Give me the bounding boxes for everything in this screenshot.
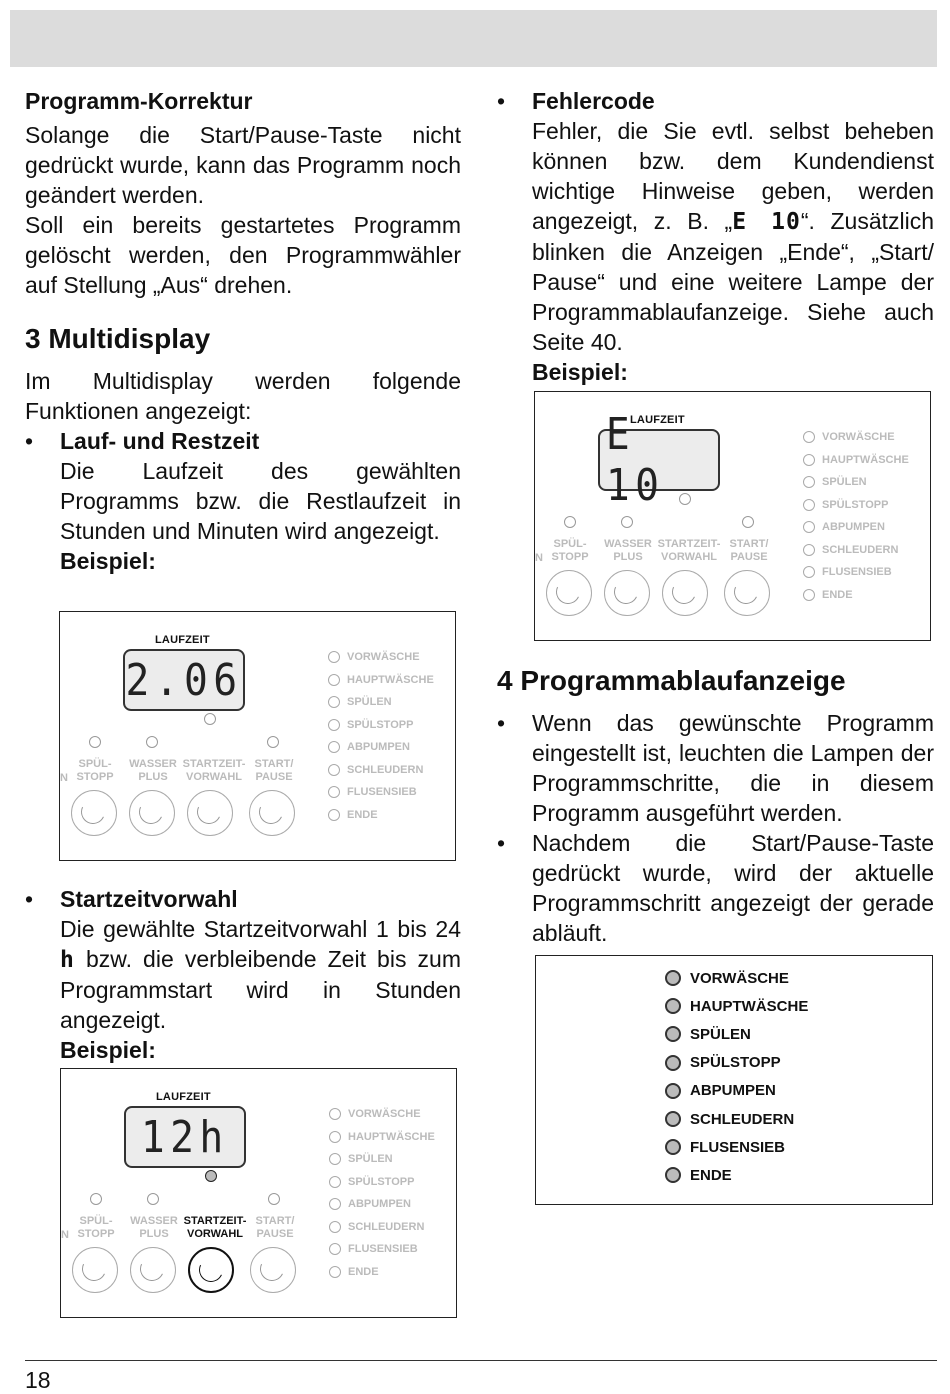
correction-paragraph-1: Solange die Start/Pause-Taste nicht gedrückt wurde, kann das Programm noch geändert werden. xyxy=(25,122,461,208)
led-startpause xyxy=(268,1193,280,1205)
step-schleudern xyxy=(329,1216,435,1239)
btn-label-spuelstopp xyxy=(545,538,595,564)
btn-label-spuelstopp xyxy=(71,1215,121,1241)
step-label: SPÜLSTOPP xyxy=(822,498,889,511)
step-led xyxy=(803,431,815,443)
btn-label-line: STARTZEIT- xyxy=(183,1215,247,1227)
bullet-dot: • xyxy=(25,428,34,454)
step-label: FLUSENSIEB xyxy=(822,566,892,579)
step-led xyxy=(665,1026,681,1042)
bullet-startzeit-title: Startzeitvorwahl xyxy=(60,886,238,912)
step-led xyxy=(329,1221,341,1233)
example-label: Beispiel: xyxy=(60,548,156,574)
step-label: SCHLEUDERN xyxy=(822,543,899,556)
led-wasserplus xyxy=(621,516,633,528)
btn-label-wasserplus xyxy=(601,538,655,564)
btn-label-line: START/ xyxy=(729,538,769,550)
btn-label-startpause xyxy=(248,758,300,784)
step-label: SPÜLEN xyxy=(348,1153,393,1166)
text-segment: bzw. die verbleibende Zeit bis zum Programmstart wird in Stunden angezeigt. xyxy=(60,946,461,1033)
bullet-startzeit-text xyxy=(60,914,461,1035)
step-label: VORWÄSCHE xyxy=(690,969,789,987)
footer-rule xyxy=(25,1360,937,1361)
knob-startzeit[interactable] xyxy=(188,1247,234,1293)
step-abpumpen xyxy=(803,516,909,539)
display-led xyxy=(204,713,216,725)
step-led xyxy=(803,521,815,533)
step-flusensieb xyxy=(329,1238,435,1261)
bullet-aktueller-schritt-text: Nachdem die Start/Pause-Taste gedrückt wurde, wird der aktuelle Programmschritt angezeigt der gerade abläuft. xyxy=(532,830,934,946)
display-panel-laufzeit xyxy=(59,611,456,861)
step-led xyxy=(328,696,340,708)
bullet-fehlercode xyxy=(497,86,934,387)
correction-title: Programm-Korrektur xyxy=(25,88,253,114)
step-led xyxy=(665,1083,681,1099)
led-spuelstopp xyxy=(90,1193,102,1205)
page-number: 18 xyxy=(25,1367,51,1393)
example-label: Beispiel: xyxy=(532,359,628,385)
step-abpumpen xyxy=(665,1077,808,1105)
step-abpumpen xyxy=(328,736,434,759)
bullet-lampen xyxy=(497,708,934,828)
bullet-fehlercode-title: Fehlercode xyxy=(532,88,655,114)
step-spuelen xyxy=(665,1020,808,1048)
section-3-title: 3 Multidisplay xyxy=(25,323,211,354)
hour-symbol: h xyxy=(60,947,75,973)
knob-startzeit[interactable] xyxy=(187,790,233,836)
btn-label-line: STOPP xyxy=(551,551,589,563)
btn-label-line: SPÜL- xyxy=(78,758,112,770)
step-label: SCHLEUDERN xyxy=(690,1110,795,1128)
lcd-value: E 10 xyxy=(605,409,665,511)
step-led xyxy=(329,1243,341,1255)
btn-label-line: SPÜL- xyxy=(79,1215,113,1227)
step-ende xyxy=(665,1161,808,1189)
step-label: ABPUMPEN xyxy=(690,1082,776,1100)
btn-label-startzeit xyxy=(180,758,248,784)
step-led xyxy=(665,1055,681,1071)
step-led xyxy=(328,741,340,753)
step-schleudern xyxy=(803,539,909,562)
btn-label-line: PAUSE xyxy=(730,551,768,563)
step-label: FLUSENSIEB xyxy=(690,1138,786,1156)
btn-label-line: PAUSE xyxy=(256,1228,294,1240)
step-led xyxy=(328,651,340,663)
step-spuelstopp xyxy=(665,1049,808,1077)
step-led xyxy=(803,544,815,556)
step-led xyxy=(328,809,340,821)
step-hauptwaesche xyxy=(803,449,909,472)
btn-label-line: WASSER xyxy=(130,1215,178,1227)
step-flusensieb xyxy=(665,1133,808,1161)
header-bar xyxy=(10,10,937,67)
step-led xyxy=(328,764,340,776)
btn-label-line: SPÜL- xyxy=(553,538,587,550)
section-4-title: 4 Programmablaufanzeige xyxy=(497,665,846,696)
btn-label-line: PLUS xyxy=(139,1228,169,1240)
step-led xyxy=(328,674,340,686)
step-ende xyxy=(803,584,909,607)
btn-label-wasserplus xyxy=(126,758,180,784)
error-code: E 10 xyxy=(732,209,801,235)
step-led xyxy=(329,1153,341,1165)
step-label: ENDE xyxy=(690,1166,732,1184)
btn-label-cut: N xyxy=(61,1229,69,1241)
knob-startpause[interactable] xyxy=(724,570,770,616)
knob-wasserplus[interactable] xyxy=(130,1247,176,1293)
step-led xyxy=(329,1131,341,1143)
laufzeit-label: LAUFZEIT xyxy=(630,414,685,426)
step-vorwaesche xyxy=(803,426,909,449)
step-led xyxy=(665,1111,681,1127)
lcd-display xyxy=(123,649,245,711)
knob-spuelstopp[interactable] xyxy=(72,1247,118,1293)
step-led xyxy=(665,1167,681,1183)
step-label: ENDE xyxy=(348,1265,379,1278)
bullet-dot: • xyxy=(497,830,506,856)
section-4 xyxy=(497,646,934,948)
btn-label-line: PLUS xyxy=(138,771,168,783)
step-hauptwaesche xyxy=(329,1126,435,1149)
lcd-display xyxy=(124,1106,246,1168)
step-schleudern xyxy=(328,759,434,782)
btn-label-startpause xyxy=(249,1215,301,1241)
bullet-lampen-text: Wenn das gewünschte Programm eingestellt ist, leuchten die Lampen der Programmschritte, die in diesem Programm ausgeführt werden. xyxy=(532,710,934,826)
btn-label-line: VORWAHL xyxy=(186,1228,244,1240)
step-label: SPÜLEN xyxy=(347,696,392,709)
step-flusensieb xyxy=(328,781,434,804)
step-label: ABPUMPEN xyxy=(348,1198,411,1211)
btn-label-spuelstopp xyxy=(70,758,120,784)
step-spuelen xyxy=(803,471,909,494)
step-label: ENDE xyxy=(347,808,378,821)
btn-label-line: STOPP xyxy=(77,1228,115,1240)
btn-label-line: START/ xyxy=(255,1215,295,1227)
program-progress-panel xyxy=(535,955,933,1205)
step-hauptwaesche xyxy=(328,669,434,692)
bullet-laufzeit-text: Die Laufzeit des gewählten Programms bzw. die Restlaufzeit in Stunden und Minuten wird angezeigt. xyxy=(60,458,461,544)
btn-label-line: WASSER xyxy=(604,538,652,550)
step-label: FLUSENSIEB xyxy=(348,1243,418,1256)
step-label: SPÜLSTOPP xyxy=(348,1175,415,1188)
led-spuelstopp xyxy=(89,736,101,748)
btn-label-startpause xyxy=(723,538,775,564)
step-list xyxy=(803,426,909,606)
step-spuelstopp xyxy=(329,1171,435,1194)
laufzeit-label: LAUFZEIT xyxy=(156,1091,211,1103)
step-label: ABPUMPEN xyxy=(347,741,410,754)
step-led xyxy=(803,589,815,601)
btn-label-wasserplus xyxy=(127,1215,181,1241)
btn-label-line: PAUSE xyxy=(255,771,293,783)
step-label: HAUPTWÄSCHE xyxy=(690,997,809,1015)
bullet-fehlercode-text xyxy=(532,116,934,357)
step-label: SPÜLSTOPP xyxy=(690,1054,781,1072)
btn-label-line: STOPP xyxy=(76,771,114,783)
step-label: SCHLEUDERN xyxy=(347,763,424,776)
step-vorwaesche xyxy=(328,646,434,669)
bullet-dot: • xyxy=(497,88,506,114)
step-led xyxy=(665,998,681,1014)
btn-label-line: WASSER xyxy=(129,758,177,770)
display-led xyxy=(679,493,691,505)
step-label: ABPUMPEN xyxy=(822,521,885,534)
knob-startzeit[interactable] xyxy=(662,570,708,616)
step-spuelstopp xyxy=(328,714,434,737)
step-led xyxy=(329,1266,341,1278)
step-flusensieb xyxy=(803,561,909,584)
led-startpause xyxy=(742,516,754,528)
step-label: VORWÄSCHE xyxy=(822,431,895,444)
step-label: VORWÄSCHE xyxy=(347,651,420,664)
knob-wasserplus[interactable] xyxy=(129,790,175,836)
display-panel-startzeit xyxy=(60,1068,457,1318)
step-led xyxy=(328,719,340,731)
btn-label-cut: N xyxy=(60,772,68,784)
left-column xyxy=(25,86,461,576)
step-hauptwaesche xyxy=(665,992,808,1020)
led-startpause xyxy=(267,736,279,748)
example-label: Beispiel: xyxy=(60,1037,156,1063)
btn-label-startzeit xyxy=(655,538,723,564)
step-led xyxy=(329,1176,341,1188)
knob-spuelstopp[interactable] xyxy=(546,570,592,616)
step-led xyxy=(803,566,815,578)
knob-spuelstopp[interactable] xyxy=(71,790,117,836)
bullet-laufzeit-title: Lauf- und Restzeit xyxy=(60,428,260,454)
display-panel-fehlercode xyxy=(534,391,931,641)
bullet-dot: • xyxy=(497,710,506,736)
right-column xyxy=(497,86,934,387)
step-list-large xyxy=(665,964,808,1190)
lcd-value: 12h xyxy=(141,1111,229,1163)
step-list xyxy=(328,646,434,826)
btn-label-line: PLUS xyxy=(613,551,643,563)
step-label: HAUPTWÄSCHE xyxy=(347,673,434,686)
step-list xyxy=(329,1103,435,1283)
led-wasserplus xyxy=(146,736,158,748)
btn-label-startzeit xyxy=(181,1215,249,1241)
step-schleudern xyxy=(665,1105,808,1133)
bullet-dot: • xyxy=(25,886,34,912)
btn-label-line: START/ xyxy=(254,758,294,770)
step-label: SPÜLEN xyxy=(822,476,867,489)
text-segment: Fehler, die Sie evtl. selbst beheben können bzw. dem Kundendienst wichtige Hinweise geben, werden angezeigt, z. B. „ xyxy=(532,118,934,234)
section-3-intro: Im Multidisplay werden folgende Funktionen angezeigt: xyxy=(25,368,461,424)
step-led xyxy=(803,476,815,488)
step-led xyxy=(665,1139,681,1155)
step-spuelstopp xyxy=(803,494,909,517)
display-led xyxy=(205,1170,217,1182)
btn-label-line: VORWAHL xyxy=(660,551,718,563)
knob-startpause[interactable] xyxy=(250,1247,296,1293)
step-label: HAUPTWÄSCHE xyxy=(822,453,909,466)
bullet-startzeitvorwahl xyxy=(25,884,461,1065)
step-vorwaesche xyxy=(665,964,808,992)
knob-wasserplus[interactable] xyxy=(604,570,650,616)
text-segment: Die gewählte Startzeitvorwahl 1 bis 24 xyxy=(60,916,461,942)
correction-paragraph-2: Soll ein bereits gestartetes Programm gelöscht werden, den Programmwähler auf Stellung „Aus“ drehen. xyxy=(25,212,461,298)
step-spuelen xyxy=(329,1148,435,1171)
step-label: SPÜLEN xyxy=(690,1025,751,1043)
step-label: HAUPTWÄSCHE xyxy=(348,1130,435,1143)
step-label: SCHLEUDERN xyxy=(348,1220,425,1233)
step-ende xyxy=(329,1261,435,1284)
btn-label-cut: N xyxy=(535,552,543,564)
led-spuelstopp xyxy=(564,516,576,528)
step-led xyxy=(665,970,681,986)
btn-label-line: VORWAHL xyxy=(185,771,243,783)
step-label: ENDE xyxy=(822,588,853,601)
step-abpumpen xyxy=(329,1193,435,1216)
laufzeit-label: LAUFZEIT xyxy=(155,634,210,646)
led-wasserplus xyxy=(147,1193,159,1205)
knob-startpause[interactable] xyxy=(249,790,295,836)
step-ende xyxy=(328,804,434,827)
lcd-value: 2.06 xyxy=(125,654,243,706)
text-segment: “. Zusätzlich blinken die Anzeigen „Ende“, „Start/ Pause“ und eine weitere Lampe der Programmablaufanzeige. Siehe auch Seite 40. xyxy=(532,208,935,355)
step-label: SPÜLSTOPP xyxy=(347,718,414,731)
bullet-aktueller-schritt xyxy=(497,828,934,948)
step-label: FLUSENSIEB xyxy=(347,786,417,799)
step-spuelen xyxy=(328,691,434,714)
step-led xyxy=(328,786,340,798)
btn-label-line: STARTZEIT- xyxy=(182,758,246,770)
step-led xyxy=(329,1108,341,1120)
step-label: VORWÄSCHE xyxy=(348,1108,421,1121)
btn-label-line: STARTZEIT- xyxy=(657,538,721,550)
step-led xyxy=(803,499,815,511)
step-led xyxy=(803,454,815,466)
step-led xyxy=(329,1198,341,1210)
step-vorwaesche xyxy=(329,1103,435,1126)
bullet-laufzeit xyxy=(25,426,461,576)
